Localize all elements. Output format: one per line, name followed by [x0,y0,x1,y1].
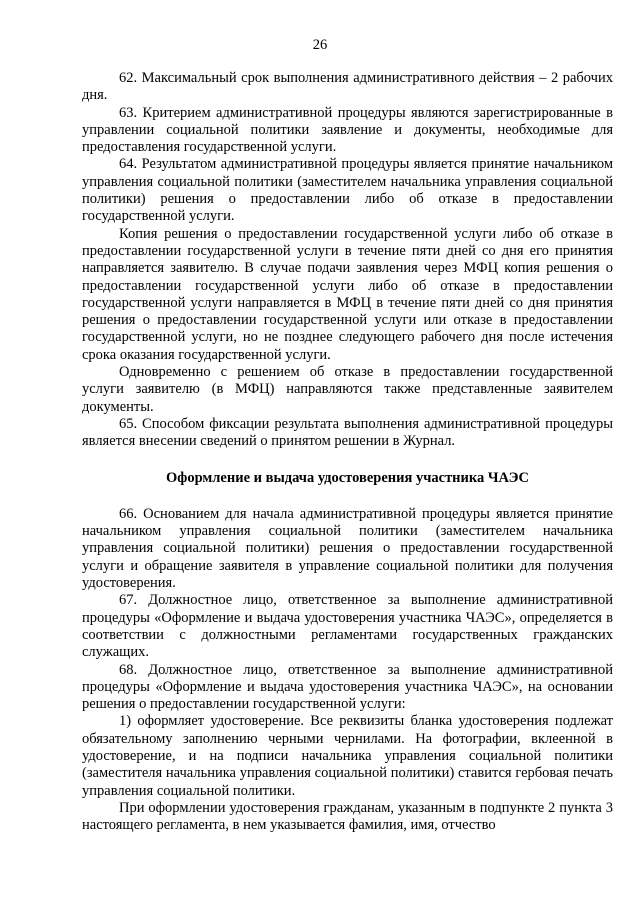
paragraph-66: 66. Основанием для начала административной процедуры является принятие начальником управления социальной политики (заместителем начальника управления социальной политики) решения о предоставлении государственной услуги и обращение заявителя в управление социальной политики для получения удостоверения. [82,505,613,592]
paragraph-68: 68. Должностное лицо, ответственное за выполнение административной процедуры «Оформление и выдача удостоверения участника ЧАЭС», на основании решения о предоставлении государственной услуги: [82,661,613,713]
section-heading: Оформление и выдача удостоверения участника ЧАЭС [166,469,529,486]
paragraph-67: 67. Должностное лицо, ответственное за выполнение административной процедуры «Оформление и выдача удостоверения участника ЧАЭС», определяется в соответствии с должностными регламентами государственных гражданских служащих. [82,592,613,661]
paragraph-63: 63. Критерием административной процедуры являются зарегистрированные в управлении социальной политики заявление и документы, необходимые для предоставления государственной услуги. [82,104,613,156]
paragraph-refusal-documents: Одновременно с решением об отказе в предоставлении государственной услуги заявителю (в МФЦ) направляются также представленные заявителем документы. [82,364,613,415]
paragraph-64: 64. Результатом административной процедуры является принятие начальником управления социальной политики (заместителем начальника управления социальной политики) решения о предоставлении либо об отказе в предоставлении государственной услуги. [82,156,613,225]
paragraph-65: 65. Способом фиксации результата выполнения административной процедуры является внесении сведений о принятом решении в Журнал. [82,415,613,450]
paragraph-62: 62. Максимальный срок выполнения административного действия – 2 рабочих дня. [82,70,613,104]
paragraph-issuance-note: При оформлении удостоверения гражданам, указанным в подпункте 2 пункта 3 настоящего регламента, в нем указывается фамилия, имя, отчество [82,799,613,834]
paragraph-copy-of-decision: Копия решения о предоставлении государственной услуги либо об отказе в предоставлении государственной услуги в течение пяти дней со дня его принятия направляется заявителю. В случае подачи заявления через МФЦ копия решения о предоставлении государственной услуги либо об отказе в предоставлении государственной услуги направляется в МФЦ в течение пяти дней со дня принятия решения о предоставлении государственной услуги или отказе в предоставлении государственной услуги, но не позднее следующего рабочего дня после истечения срока оказания государственной услуги. [82,225,613,363]
page-number: 26 [312,37,328,53]
document-body [82,70,613,834]
paragraph-68-item-1: 1) оформляет удостоверение. Все реквизиты бланка удостоверения подлежат обязательному заполнению черными чернилами. На фотографии, вклеенной в удостоверение, и на подписи начальника управления социальной политики (заместителя начальника управления социальной политики) ставится гербовая печать управления социальной политики. [82,713,613,799]
